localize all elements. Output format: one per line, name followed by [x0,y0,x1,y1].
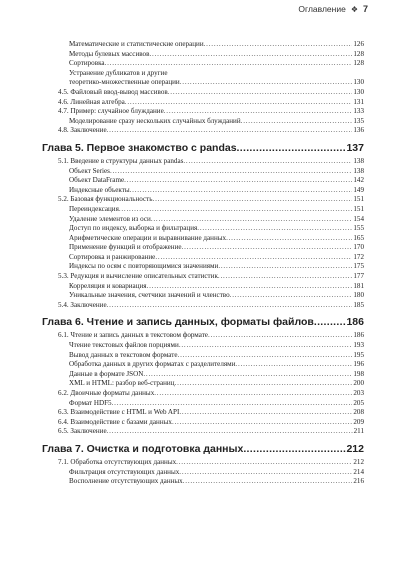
dot-leader [243,442,346,456]
dot-leader [179,341,353,351]
dot-leader [125,98,353,108]
dot-leader [314,315,347,329]
toc-entry[interactable] [58,167,364,177]
toc-entry-title: 4.5. Файловый ввод-вывод массивов [58,87,168,96]
dot-leader [151,215,353,225]
dot-leader [218,262,352,272]
toc-entry-page: 205 [353,398,364,407]
toc-entry-title: 5.3. Редукция и вычисление описательных статистик [58,272,218,281]
toc-entry-page: 149 [353,185,364,194]
toc-entry-title: Фильтрация отсутствующих данных [69,467,180,476]
running-header [298,4,368,14]
dot-leader [143,370,352,380]
dot-leader [204,40,353,50]
toc-entry[interactable] [58,360,364,370]
toc-entry-page: 128 [353,59,364,68]
toc-entry-title: 4.8. Заключение [58,126,107,135]
toc-entry[interactable] [58,331,364,341]
toc-entry-title: Арифметические операции и выравнивание данных [69,233,227,242]
toc-entry-page: 216 [353,477,364,486]
toc-entry[interactable] [58,468,364,478]
toc-entry[interactable] [58,399,364,409]
toc-section-chapter5 [58,157,364,311]
toc-entry-title: 4.6. Линейная алгебра [58,97,125,106]
dot-leader [130,186,353,196]
chapter-title: Глава 7. Очистка и подготовка данных [42,442,244,455]
dot-leader [197,224,352,234]
toc-entry-page: 209 [353,417,364,426]
toc-section-chapter4-tail [58,40,364,136]
dot-leader [182,243,353,253]
dot-leader [235,360,352,370]
dot-leader [107,301,353,311]
toc-entry-title: XML и HTML: разбор веб-страниц [69,379,175,388]
chapter-title: Глава 6. Чтение и запись данных, форматы файлов [42,316,314,329]
dot-leader [241,117,353,127]
dot-leader [237,141,347,155]
toc-entry[interactable] [58,195,364,205]
toc-chapter-7[interactable] [42,442,364,456]
diamond-separator-icon: ❖ [350,4,358,14]
chapter-title: Глава 5. Первое знакомство с pandas [42,141,237,154]
toc-entry-title: Уникальные значения, счетчики значений и членство [69,291,230,300]
toc-entry-page: 154 [353,214,364,223]
toc-entry-page: 198 [353,369,364,378]
dot-leader [147,282,353,292]
toc-entry-page: 172 [353,252,364,261]
toc-entry[interactable] [58,253,364,263]
toc-section-chapter7 [58,458,364,487]
toc-entry-title: Устранение дубликатов и другие [69,68,168,77]
toc-entry[interactable] [58,389,364,399]
toc-entry-title: Доступ по индексу, выборка и фильтрация [69,224,198,233]
toc-entry[interactable] [58,301,364,311]
dot-leader [179,468,352,478]
toc-entry-page: 151 [353,195,364,204]
toc-entry[interactable] [58,98,364,108]
toc-entry[interactable] [58,272,364,282]
chapter-page: 186 [346,316,364,329]
toc-entry-page: 196 [353,360,364,369]
toc-entry-page: 193 [353,341,364,350]
toc-chapter-5[interactable] [42,141,364,155]
toc-entry-title: Моделирование сразу нескольких случайных блужданий [69,116,241,125]
toc-entry-title: 6.5. Заключение [58,427,107,436]
toc-entry[interactable] [58,291,364,301]
header-title: Оглавление [298,4,346,14]
toc-entry[interactable] [58,224,364,234]
toc-entry[interactable] [58,186,364,196]
toc-entry[interactable] [58,379,364,389]
toc-entry-page: 155 [353,224,364,233]
dot-leader [183,157,352,167]
toc-entry-page: 180 [353,291,364,300]
toc-entry-title: 5.2. Базовая функциональность [58,195,153,204]
toc-entry[interactable] [58,262,364,272]
toc-entry-page: 211 [353,427,364,436]
toc-entry-title: 6.2. Двоичные форматы данных [58,389,155,397]
toc-entry-page: 203 [353,389,364,397]
toc-entry-page: 181 [353,281,364,290]
toc-entry-page: 130 [353,87,364,96]
toc-entry-title: Удаление элементов из оси [69,214,151,223]
toc-entry-title: Корреляция и ковариация [69,281,147,290]
toc-entry-title: Чтение текстовых файлов порциями [69,341,179,350]
dot-leader [178,351,353,361]
toc-entry-title: теоретико-множественные операции [69,78,180,87]
toc-entry-title: 6.1. Чтение и запись данных в текстовом формате [58,331,208,340]
toc-entry-title: Обработка данных в других форматах с разделителями [69,360,236,369]
toc-entry-page: 175 [353,262,364,271]
dot-leader [153,195,353,205]
dot-leader [168,88,353,98]
toc-entry[interactable] [58,205,364,215]
dot-leader [149,50,352,60]
toc-entry-page: 142 [353,176,364,185]
toc-entry-page: 151 [353,204,364,213]
dot-leader [110,167,352,177]
toc-entry-title: Данные в формате JSON [69,369,144,378]
toc-entry-page: 126 [353,40,364,48]
toc-entry-page: 185 [353,300,364,309]
toc-entry[interactable] [58,157,364,167]
dot-leader [154,389,352,399]
toc-entry-page: 170 [353,243,364,252]
dot-leader [208,331,352,341]
dot-leader [180,78,353,88]
toc-entry[interactable] [58,69,364,79]
dot-leader [226,234,352,244]
toc-entry[interactable] [58,50,364,60]
toc-entry[interactable] [58,215,364,225]
toc-entry[interactable] [58,370,364,380]
toc-entry-page: 138 [353,156,364,165]
toc-entry-title: Формат HDF5 [69,398,112,407]
dot-leader [155,253,352,263]
toc-entry[interactable] [58,477,364,487]
dot-leader [105,59,353,69]
toc-entry-page: 128 [353,49,364,58]
dot-leader [183,477,353,487]
toc-entry-page: 208 [353,408,364,417]
toc-entry[interactable] [58,427,364,437]
toc-entry-title: Сортировка и ранжирование [69,252,156,261]
toc-entry-title: Объект Series [69,166,110,175]
toc-entry[interactable] [58,243,364,253]
toc-entry[interactable] [58,351,364,361]
toc-chapter-6[interactable] [42,315,364,329]
toc-entry-page: 130 [353,78,364,87]
toc-entry-title: Сортировка [69,59,105,68]
dot-leader [176,458,352,468]
dot-leader [179,408,352,418]
toc-section-chapter6 [58,331,364,437]
toc-entry[interactable] [58,408,364,418]
toc-entry-title: Переиндексация [69,204,119,213]
toc-entry[interactable] [58,418,364,428]
toc-entry-page: 135 [353,116,364,125]
toc-entry-page: 186 [353,331,364,340]
toc-entry-page: 177 [353,272,364,281]
toc-entry-title: 7.1. Обработка отсутствующих данных [58,457,177,466]
toc-entry-page: 138 [353,166,364,175]
dot-leader [119,205,353,215]
toc-entry-title: Индексы по осям с повторяющимися значениями [69,262,219,271]
dot-leader [112,399,353,409]
toc-entry[interactable] [58,117,364,127]
toc-entry-title: Методы булевых массивов [69,49,150,58]
toc-entry[interactable] [58,341,364,351]
toc-entry[interactable] [58,176,364,186]
dot-leader [107,126,353,136]
toc-entry-title: Индексные объекты [69,185,130,194]
table-of-contents [42,40,364,487]
toc-entry-title: 6.3. Взаимодействие с HTML и Web API [58,408,180,417]
toc-entry-title: 4.7. Пример: случайное блуждание [58,107,164,116]
toc-entry-title: 6.4. Взаимодействие с базами данных [58,417,172,426]
dot-leader [124,176,352,186]
dot-leader [107,427,353,437]
toc-entry-page: 165 [353,233,364,242]
dot-leader [175,379,353,389]
toc-entry-page: 136 [353,126,364,135]
toc-entry-title: Восполнение отсутствующих данных [69,477,183,486]
toc-entry-page: 133 [353,107,364,116]
toc-entry-title: Математические и статистические операции [69,40,204,48]
toc-entry[interactable] [58,40,364,50]
dot-leader [218,272,352,282]
chapter-page: 137 [346,141,364,154]
page-number: 7 [362,4,368,14]
toc-entry-page: 195 [353,350,364,359]
toc-entry[interactable] [58,59,364,69]
toc-entry[interactable] [58,234,364,244]
toc-entry[interactable] [58,282,364,292]
toc-entry-page: 212 [353,457,364,466]
chapter-page: 212 [346,442,364,455]
dot-leader [230,291,353,301]
toc-entry-title: Вывод данных в текстовом формате [69,350,178,359]
toc-entry-title: Объект DataFrame [69,176,125,185]
toc-entry[interactable] [58,107,364,117]
toc-entry-page: 200 [353,379,364,388]
toc-entry-page: 131 [353,97,364,106]
toc-entry-title: Применение функций и отображение [69,243,182,252]
toc-entry[interactable] [58,78,364,88]
toc-entry[interactable] [58,88,364,98]
toc-entry[interactable] [58,126,364,136]
toc-entry-title: 5.1. Введение в структуры данных pandas [58,156,184,165]
dot-leader [172,418,352,428]
toc-entry-page: 214 [353,467,364,476]
toc-entry-title: 5.4. Заключение [58,300,107,309]
toc-entry[interactable] [58,458,364,468]
dot-leader [164,107,353,117]
